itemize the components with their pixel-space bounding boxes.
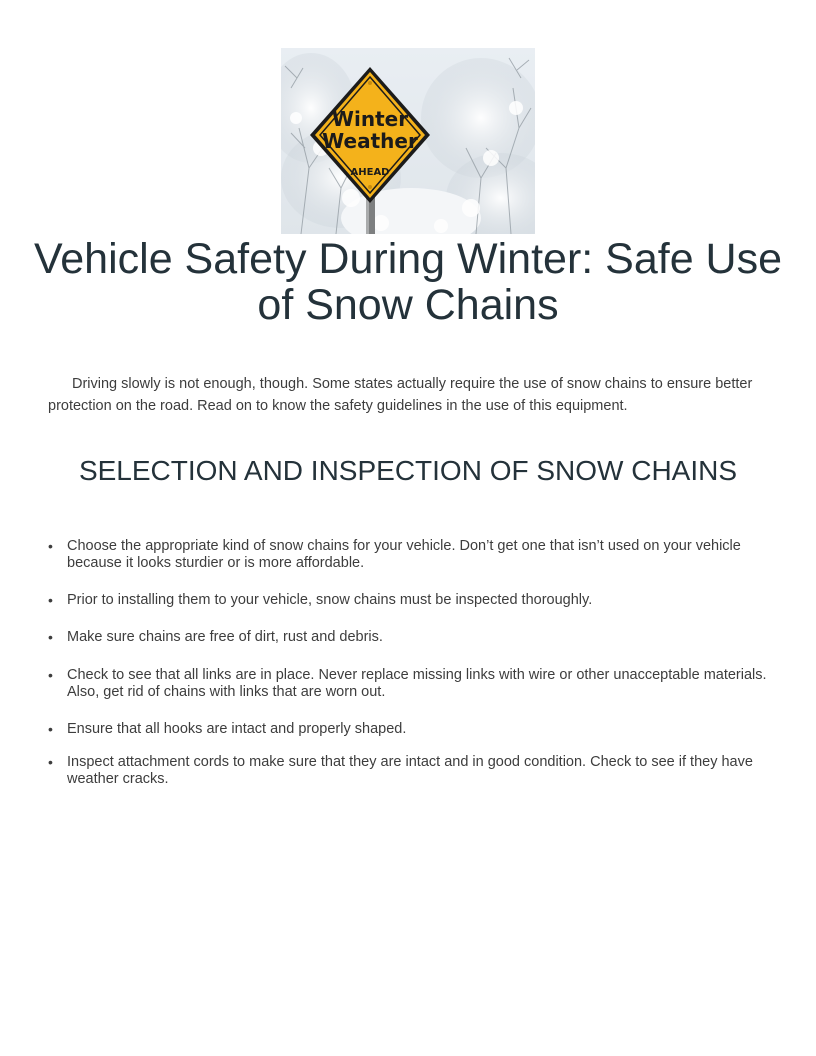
list-item-text: Prior to installing them to your vehicle, snow chains must be inspected thoroughly. [67, 592, 593, 608]
intro-paragraph: Driving slowly is not enough, though. Some states actually require the use of snow chains to ensure better protection on the road. Read on to know the safety guidelines in the use of this equipment. [48, 376, 753, 414]
page-title: Vehicle Safety During Winter: Safe Use of Snow Chains [33, 235, 783, 329]
list-item-text: Ensure that all hooks are intact and properly shaped. [67, 721, 407, 737]
list-item-text: Inspect attachment cords to make sure that they are intact and in good condition. Check to see if they have weather cracks. [67, 754, 753, 787]
sign-text-line1: Winter [331, 107, 409, 131]
bullet-marker: • [48, 629, 53, 645]
winter-weather-sign-image [281, 48, 535, 234]
list-item [48, 754, 774, 788]
list-item [48, 667, 774, 701]
section-heading: SELECTION AND INSPECTION OF SNOW CHAINS [78, 455, 738, 486]
list-item-text: Make sure chains are free of dirt, rust and debris. [67, 629, 383, 645]
list-item-text: Choose the appropriate kind of snow chains for your vehicle. Don’t get one that isn’t used on your vehicle because it looks sturdier or is more affordable. [67, 538, 741, 571]
list-item [48, 629, 774, 646]
bullet-marker: • [48, 538, 53, 554]
bullet-marker: • [48, 721, 53, 737]
list-item [48, 592, 774, 609]
list-item [48, 538, 774, 572]
bullet-marker: • [48, 754, 53, 770]
bullet-marker: • [48, 667, 53, 683]
list-item-text: Check to see that all links are in place. Never replace missing links with wire or other unacceptable materials. Also, get rid of chains with links that are worn out. [67, 667, 767, 700]
bullet-marker: • [48, 592, 53, 608]
sign-text-line2: Weather [322, 129, 418, 153]
sign-text-line3: AHEAD [350, 167, 390, 178]
list-item [48, 721, 774, 738]
